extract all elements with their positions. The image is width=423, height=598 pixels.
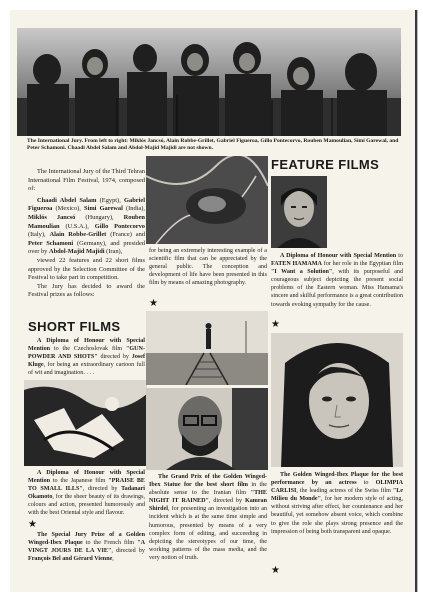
jury-list: Chaadi Abdel Salam (Egypt), Gabriel Figueroa (Mexico), Simi Garewal (India), Miklós Jancsó (Hungary), Rouben Mamoulian (U.S.A.), Gillo Pontecorvo (Italy), Alain Robbe-Grillet (France) and Peter Schamoni (Germany), and presided over by Abdol-Majid Majidi (Iran), <box>28 196 145 256</box>
intro-text <box>28 168 145 300</box>
intro-viewed: viewed 22 features and 22 short films approved by the Selection Committee of the Festival to take part in competition. <box>28 256 145 282</box>
intro-decision: The Jury has decided to award the Festival prizes as follows: <box>28 282 145 299</box>
director-portrait <box>146 388 268 470</box>
short-award-2: A Diploma of Honour with Special Mention to the Japanese film "PRAISE BE TO SMALL ILLS", directed by Tadanari Okamoto, for the sheer beauty of its drawings, colours and action, presented humorously and with the best Oriental style and flavour. <box>28 470 145 517</box>
short-films-heading: SHORT FILMS <box>28 319 121 334</box>
magazine-page <box>10 10 417 592</box>
jury-photo <box>17 28 401 136</box>
olimpia-carlisi-portrait <box>271 333 403 467</box>
star-divider: ★ <box>271 319 280 330</box>
intro-paragraph: The International Jury of the Third Tehran International Film Festival, 1974, composed of: <box>28 168 145 193</box>
short-award-3-continued: for being an extremely interesting example of a scientific film that can be appreciated by the general public. The conception and development of life have been presented in this film by means of amazing photography. <box>149 248 267 287</box>
railway-still <box>146 311 268 385</box>
star-divider: ★ <box>271 565 280 576</box>
caption-names: Miklós Jancsó, Alain Robbe-Grillet, Gabriel Figueroa, Gillo Pontecorvo, Rouben Mamoulian, Simi Garewal, and Peter Schamoni. Chaadi Abdel Salam and Abdol-Majid Majidi are not shown. <box>27 138 399 152</box>
jury-photo-caption <box>27 138 411 153</box>
grand-prix-text: The Grand Prix of the Golden Winged-Ibex Statue for the best short film in the absolute sense to the Iranian film "THE NIGHT IT RAINED", directed by Kamran Shirdel, for presenting an investigation into an incident which is at the same time simple and humorous, presented by means of a very complex form of editing, and succeeding in depicting the stereotypes of our time, the working patterns of the mass media, and the very notion of truth. <box>149 474 268 561</box>
feature-award-2: The Golden Winged-Ibex Plaque for the best performance by an actress to OLIMPIA CARLISI, the leading actress of the Swiss film "Le Milieu du Monde", for her modern style of acting, without striving after effect, her countenance and her beautiful, yet somehow absent voice, which combine to give the role she plays strong presence and the impression of being both transparent and opaque. <box>271 472 403 535</box>
cartoon-still <box>24 380 147 466</box>
short-award-3: The Special Jury Prize of a Golden Winged-Ibex Plaque to the French film "A VINGT JOURS DE LA VIE", directed by François Bel and Gérard Vienne, <box>28 532 145 563</box>
star-divider: ★ <box>28 519 37 530</box>
caption-lead: The International Jury. From left to right: <box>27 138 130 144</box>
feature-films-heading: FEATURE FILMS <box>271 157 380 172</box>
microscope-still <box>146 156 268 244</box>
feature-award-1: A Diploma of Honour with Special Mention to FATEN HAMAMA for her role in the Egyptian film "I Want a Solution", with its purposeful and courageous subject depicting the present social problems of the Eastern woman. Miss Hamama's sincere and skilful performance is a great contribution towards evoking sympathy for the cause. <box>271 253 404 308</box>
short-award-1: A Diploma of Honour with Special Mention to the Czechoslovak film "GUN-POWDER AND SHOTS" directed by Josef Kluge, for being an extraordinary cartoon full of wit and imagination. . . . <box>28 338 145 377</box>
faten-hamama-portrait <box>271 176 327 248</box>
star-divider: ★ <box>149 298 158 309</box>
